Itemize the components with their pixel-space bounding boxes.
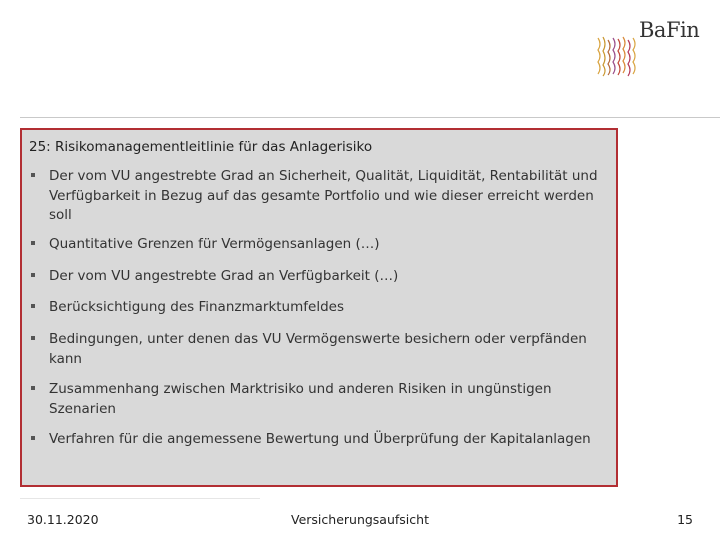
square-bullet-icon bbox=[31, 386, 35, 390]
bullet-text: Der vom VU angestrebte Grad an Verfügbarkeit (…) bbox=[49, 268, 399, 284]
square-bullet-icon bbox=[31, 173, 35, 177]
square-bullet-icon bbox=[31, 241, 35, 245]
content-box bbox=[20, 128, 618, 487]
bullet-text: Zusammenhang zwischen Marktrisiko und anderen Risiken in ungünstigen Szenarien bbox=[49, 381, 552, 417]
footer-date: 30.11.2020 bbox=[27, 512, 99, 527]
bullet-text: Quantitative Grenzen für Vermögensanlagen (…) bbox=[49, 236, 380, 252]
logo-text: BaFin bbox=[639, 18, 700, 42]
bafin-eagle-logo-icon bbox=[594, 34, 640, 78]
bullet-text: Bedingungen, unter denen das VU Vermögenswerte besichern oder verpfänden kann bbox=[49, 331, 587, 367]
square-bullet-icon bbox=[31, 336, 35, 340]
bafin-logo bbox=[592, 18, 704, 80]
square-bullet-icon bbox=[31, 304, 35, 308]
bullet-text: Der vom VU angestrebte Grad an Sicherheit, Qualität, Liquidität, Rentabilität und Verfügbarkeit in Bezug auf das gesamte Portfolio und wie dieser erreicht werden soll bbox=[49, 168, 598, 223]
box-title: 25: Risikomanagementleitlinie für das Anlagerisiko bbox=[29, 139, 373, 155]
footer-divider bbox=[20, 498, 260, 499]
square-bullet-icon bbox=[31, 273, 35, 277]
footer-title: Versicherungsaufsicht bbox=[291, 512, 429, 527]
bullet-text: Berücksichtigung des Finanzmarktumfeldes bbox=[49, 299, 344, 315]
header-divider bbox=[20, 117, 720, 118]
bullet-text: Verfahren für die angemessene Bewertung und Überprüfung der Kapitalanlagen bbox=[49, 431, 591, 447]
page-number: 15 bbox=[677, 512, 693, 527]
square-bullet-icon bbox=[31, 436, 35, 440]
